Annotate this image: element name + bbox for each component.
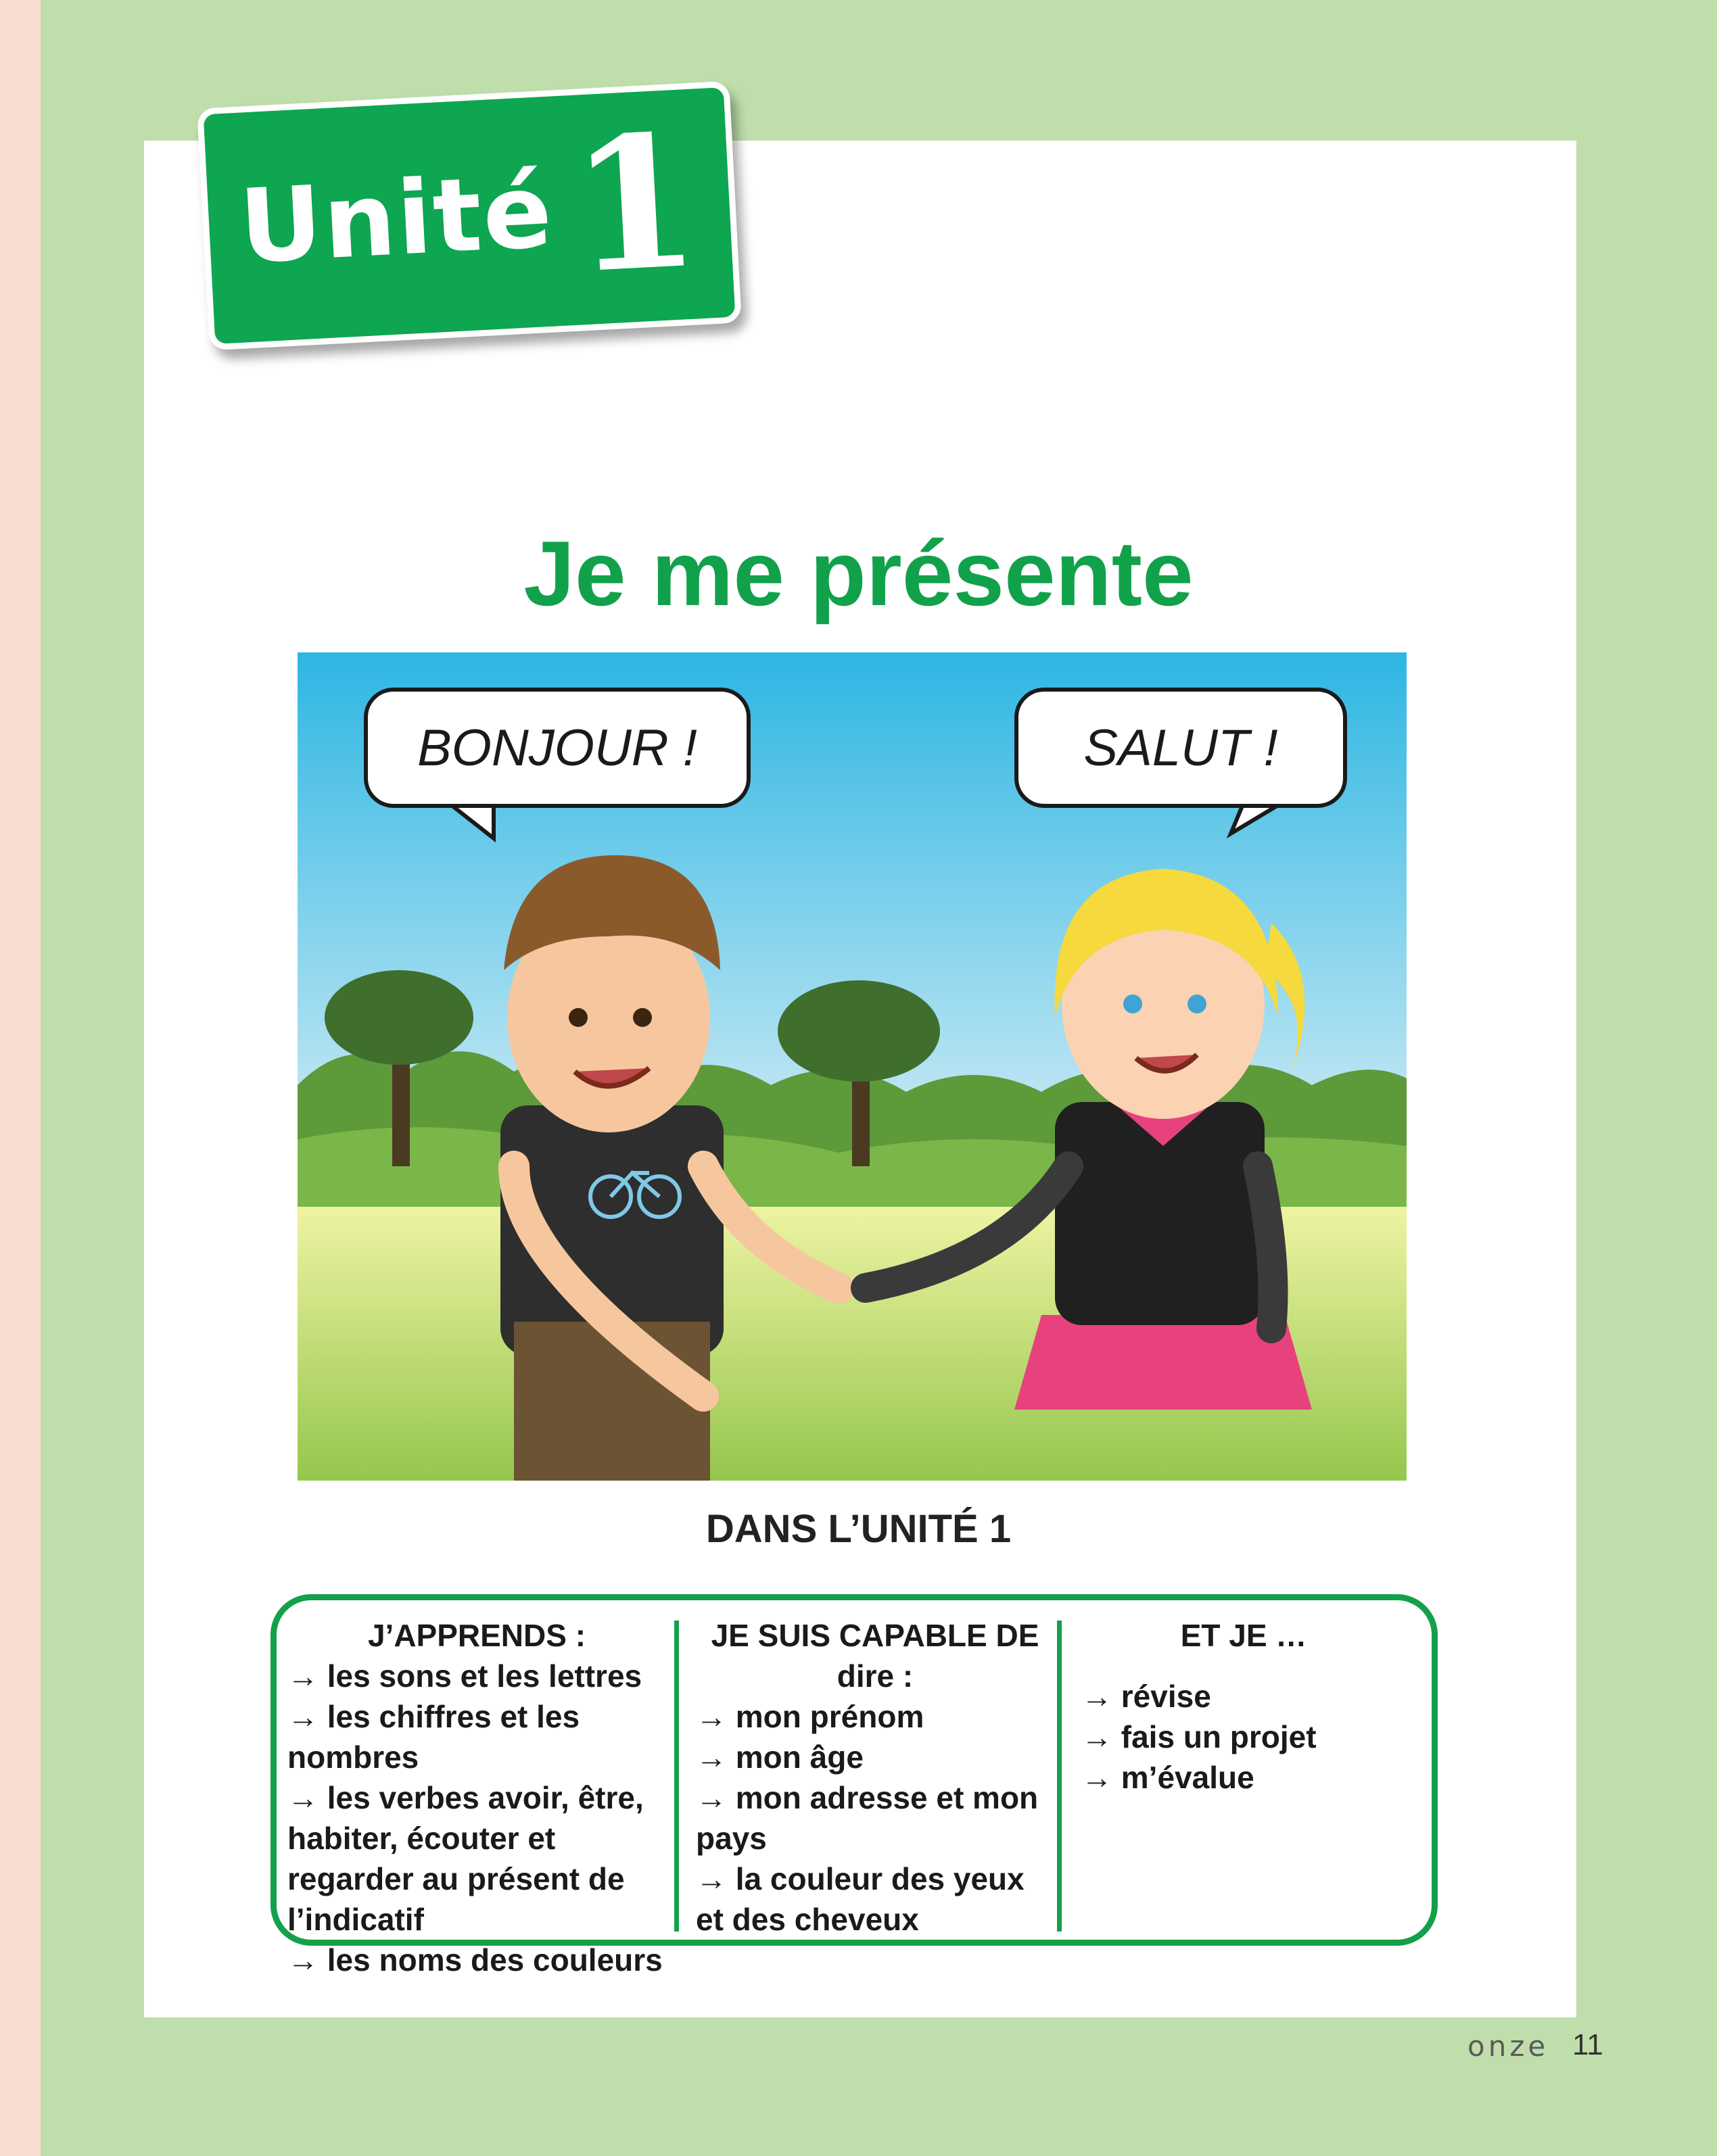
left-margin-strip	[0, 0, 41, 2156]
column-and-i	[1081, 1615, 1406, 1798]
unit-tab-word: Unité	[237, 152, 557, 287]
list-item: → mon prénom	[696, 1696, 1054, 1737]
column-capable	[696, 1615, 1054, 1940]
page-number-word: onze	[1467, 2030, 1549, 2063]
unit-tab	[197, 81, 742, 351]
list-item: → les verbes avoir, être, habiter, écouter et regarder au présent de l’indicatif	[287, 1777, 666, 1940]
list-item: → mon adresse et mon pays	[696, 1777, 1054, 1859]
speech-bubble-right: SALUT !	[1014, 688, 1347, 808]
list-item: → les sons et les lettres	[287, 1656, 666, 1696]
list-item: → fais un projet	[1081, 1717, 1406, 1757]
list-item: → mon âge	[696, 1737, 1054, 1777]
speech-bubble-left: BONJOUR !	[364, 688, 751, 808]
section-heading: DANS L’UNITÉ 1	[705, 1507, 1012, 1551]
list-item: → révise	[1081, 1676, 1406, 1717]
list-item: → les chiffres et les nombres	[287, 1696, 666, 1777]
column-divider	[1057, 1621, 1062, 1932]
column-heading: J’APPRENDS :	[367, 1618, 586, 1653]
page-number: 11	[1572, 2028, 1603, 2061]
list-item: → m’évalue	[1081, 1757, 1406, 1798]
unit-tab-number: 1	[565, 93, 705, 314]
list-item: → la couleur des yeux et des cheveux	[696, 1859, 1054, 1940]
column-heading: JE SUIS CAPABLE DE dire :	[711, 1618, 1039, 1694]
column-learn	[287, 1615, 666, 1980]
illustration-scene	[298, 652, 1407, 1481]
column-divider	[674, 1621, 679, 1932]
unit-contents-box	[271, 1594, 1438, 1978]
column-heading: ET JE …	[1180, 1618, 1307, 1653]
page-title: Je me présente	[523, 522, 1194, 625]
list-item: → les noms des couleurs	[287, 1940, 666, 1980]
